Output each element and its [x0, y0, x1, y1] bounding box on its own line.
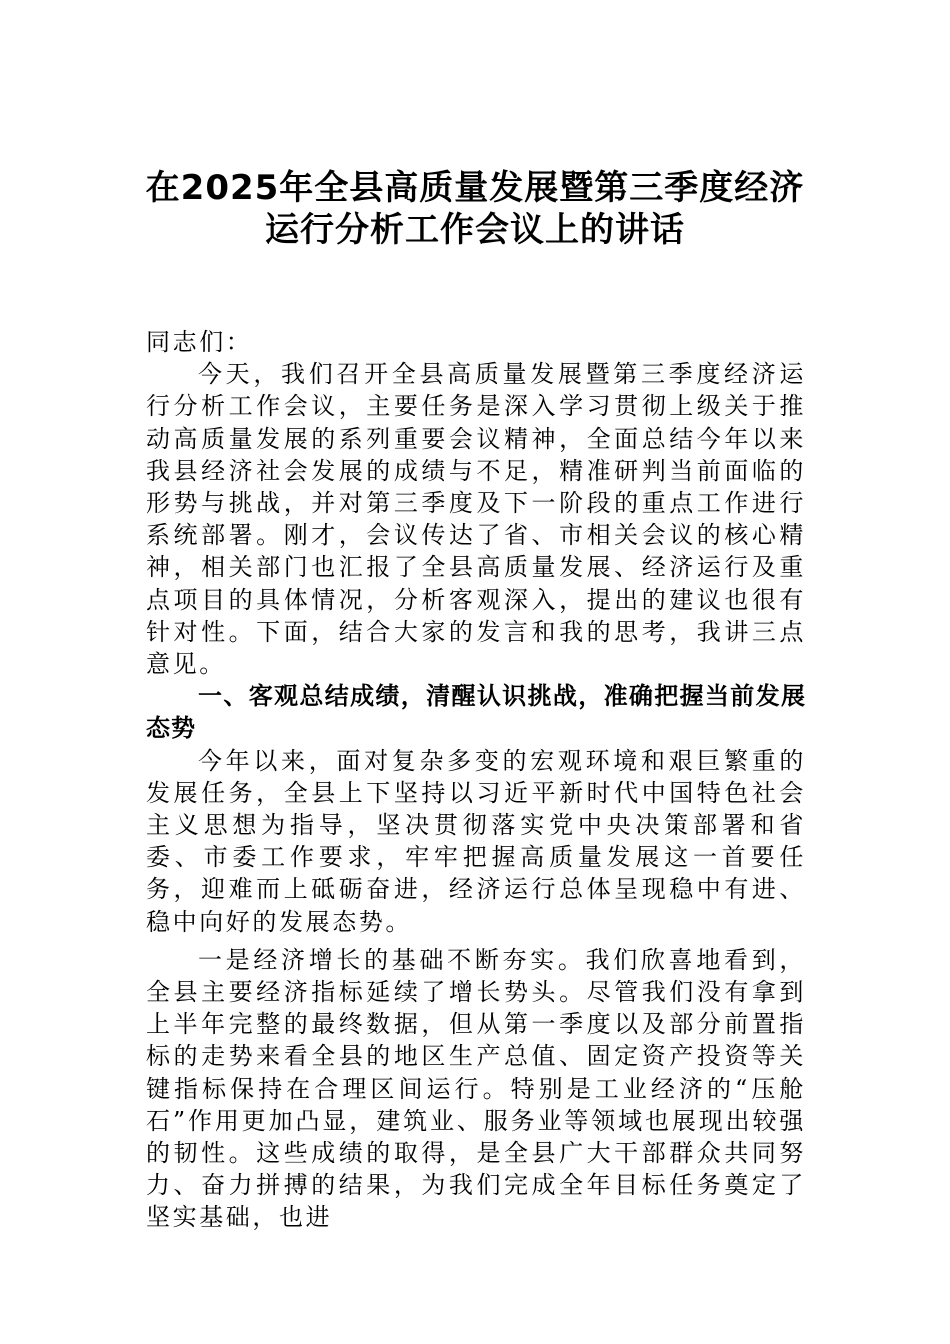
document-title-line-2: 运行分析工作会议上的讲话: [265, 210, 685, 250]
point-1-lead: 一是经济增长的基础不断夯实。: [198, 945, 586, 974]
opening-paragraph: 今天，我们召开全县高质量发展暨第三季度经济运行分析工作会议，主要任务是深入学习贯彻上级关于推动高质量发展的系列重要会议精神，全面总结今年以来我县经济社会发展的成绩与不足，精准研判当前面临的形势与挑战，并对第三季度及下一阶段的重点工作进行系统部署。刚才，会议传达了省、市相关会议的核心精神，相关部门也汇报了全县高质量发展、经济运行及重点项目的具体情况，分析客观深入，提出的建议也很有针对性。下面，结合大家的发言和我的思考，我讲三点意见。: [146, 360, 806, 679]
document-body: [146, 326, 806, 1234]
section-1-heading: 一、客观总结成绩，清醒认识挑战，准确把握当前发展态势: [146, 682, 806, 743]
section-1-paragraph: 今年以来，面对复杂多变的宏观环境和艰巨繁重的发展任务，全县上下坚持以习近平新时代中国特色社会主义思想为指导，坚决贯彻落实党中央决策部署和省委、市委工作要求，牢牢把握高质量发展这一首要任务，迎难而上砥砺奋进，经济运行总体呈现稳中有进、稳中向好的发展态势。: [146, 746, 806, 936]
document-title-line-1: 在2025年全县高质量发展暨第三季度经济: [145, 168, 805, 208]
point-1-paragraph: [146, 944, 806, 1234]
point-1-body: 我们欣喜地看到，全县主要经济指标延续了增长势头。尽管我们没有拿到上半年完整的最终数据，但从第一季度以及部分前置指标的走势来看全县的地区生产总值、固定资产投资等关键指标保持在合理区间运行。特别是工业经济的“压舱石”作用更加凸显，建筑业、服务业等领域也展现出较强的韧性。这些成绩的取得，是全县广大干部群众共同努力、奋力拼搏的结果，为我们完成全年目标任务奠定了坚实基础，也进: [146, 945, 806, 1232]
salutation: 同志们：: [146, 328, 253, 356]
